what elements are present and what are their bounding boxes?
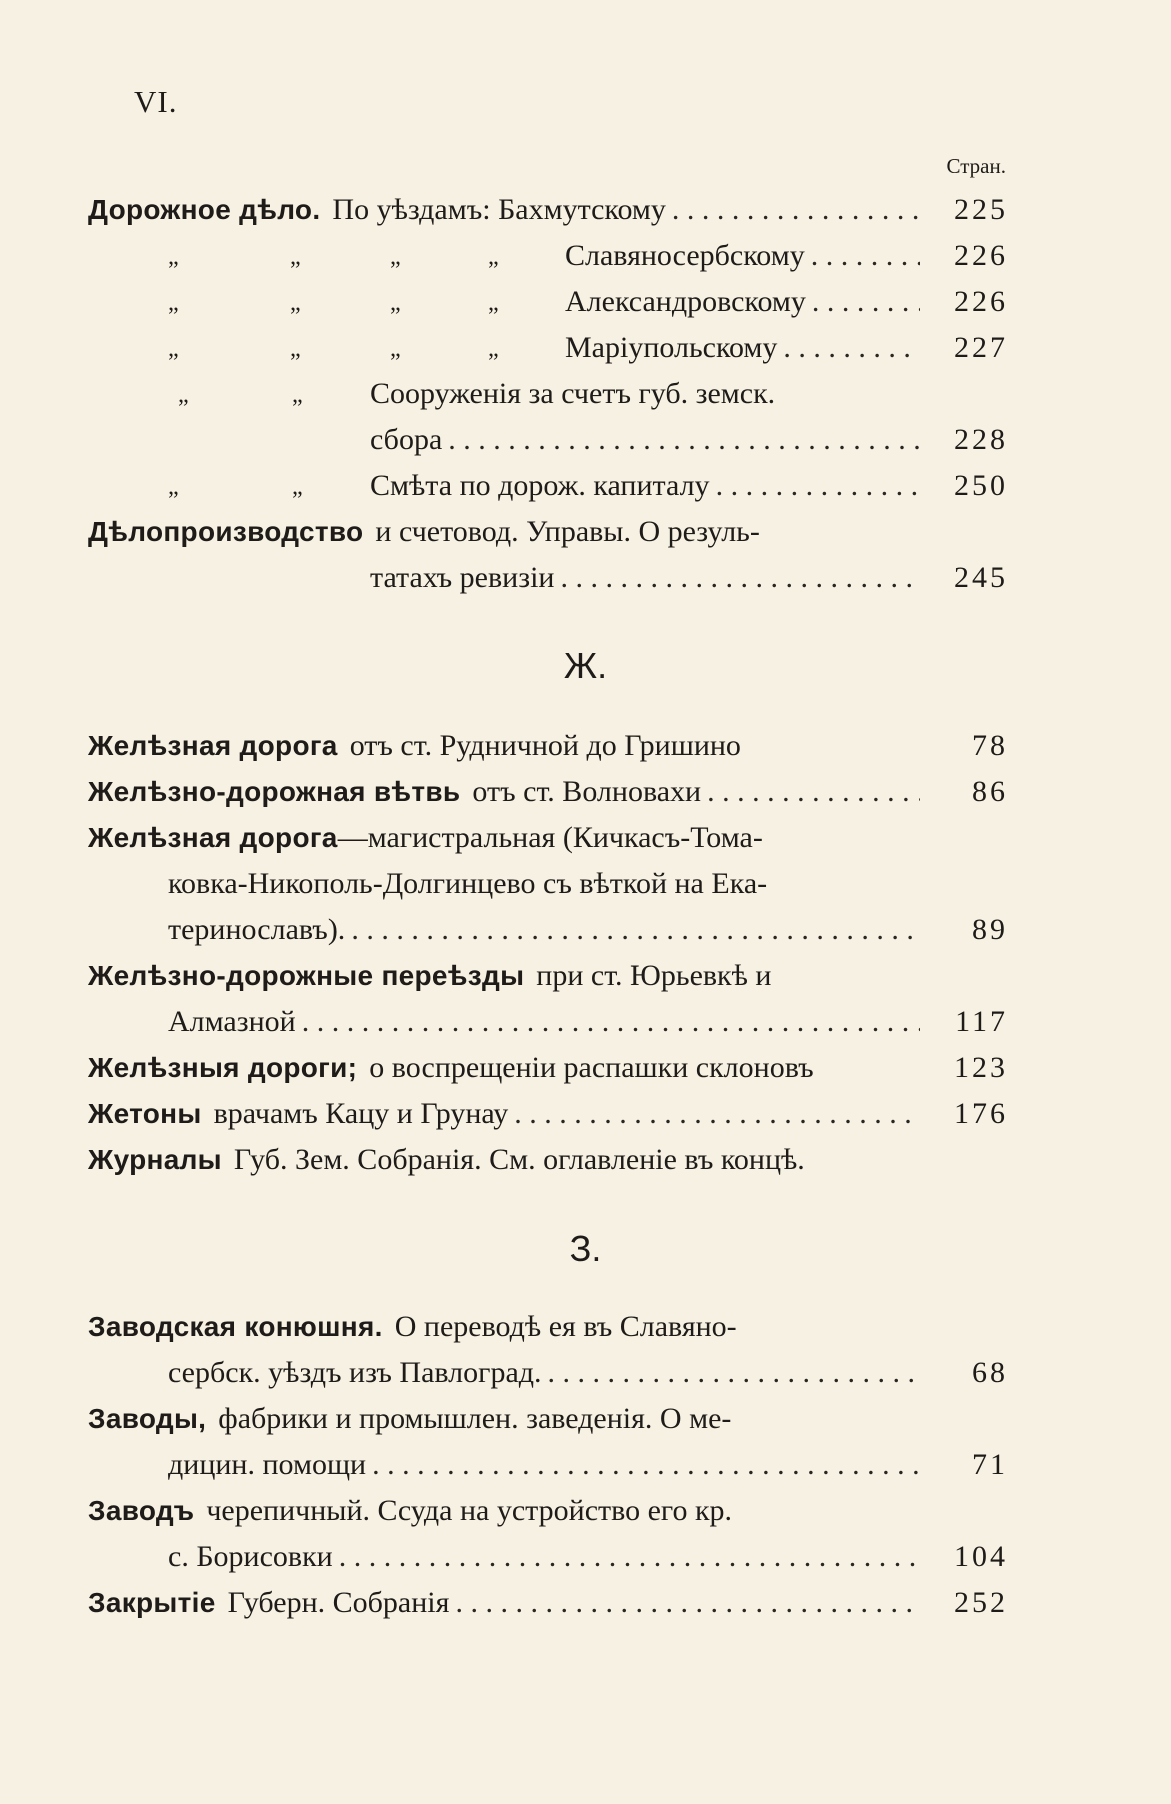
entry-text: фабрики и промышлен. заведенія. О ме- — [218, 1402, 732, 1435]
entry-headword: Заводы, — [88, 1403, 207, 1434]
index-subentry — [370, 372, 775, 416]
index-entry-continuation — [168, 908, 1008, 952]
entry-page: 176 — [954, 1097, 1008, 1130]
index-subentry — [370, 464, 1008, 508]
entry-text: Маріупольскому — [565, 331, 778, 364]
index-subentry — [565, 280, 1008, 324]
dot-leader — [707, 770, 920, 814]
entry-text: отъ ст. Волновахи — [472, 775, 702, 808]
entry-text: дицин. помощи — [168, 1448, 367, 1481]
entry-page: 68 — [972, 1356, 1008, 1389]
entry-text: Смѣта по дорож. капиталу — [370, 469, 710, 502]
dot-leader — [372, 1443, 920, 1487]
entry-page: 226 — [954, 239, 1008, 272]
entry-text: сбора — [370, 423, 443, 456]
dot-leader — [302, 1000, 920, 1044]
entry-page: 250 — [954, 469, 1008, 502]
entry-headword: Заводская конюшня. — [88, 1311, 383, 1342]
entry-headword: Желѣзная дорога — [88, 730, 338, 761]
dot-leader — [548, 1351, 920, 1395]
index-entry — [88, 188, 1008, 232]
entry-headword: Желѣзно-дорожная вѣтвь — [88, 776, 461, 807]
dot-leader — [448, 418, 920, 462]
entry-text: и счетовод. Управы. О резуль- — [375, 515, 760, 548]
ditto-mark: „ — [488, 244, 499, 270]
index-entry — [88, 1489, 732, 1533]
entry-text: татахъ ревизіи — [370, 561, 555, 594]
section-letter-heading: Ж. — [563, 645, 608, 686]
entry-headword: Желѣзно-дорожные переѣзды — [88, 960, 525, 991]
index-entry-continuation — [168, 1351, 1008, 1395]
index-entry-continuation — [168, 862, 767, 906]
dot-leader — [812, 280, 920, 324]
index-entry — [88, 1092, 1008, 1136]
dot-leader — [560, 556, 920, 600]
entry-headword: Желѣзная дорога — [88, 822, 338, 853]
index-entry — [88, 1305, 737, 1349]
page-number: VI. — [134, 84, 178, 119]
ditto-mark: „ — [178, 382, 189, 408]
entry-page: 78 — [972, 729, 1008, 762]
entry-text: теринославъ). — [168, 913, 346, 946]
dot-leader — [514, 1092, 920, 1136]
ditto-mark: „ — [290, 336, 301, 362]
index-entry — [88, 510, 760, 554]
entry-headword: Закрытіе — [88, 1587, 216, 1618]
entry-page: 226 — [954, 285, 1008, 318]
entry-text: врачамъ Кацу и Грунау — [213, 1097, 509, 1130]
entry-headword: Заводъ — [88, 1495, 195, 1526]
index-entry — [88, 1046, 1008, 1090]
entry-text: о воспрещеніи распашки склоновъ — [369, 1051, 814, 1084]
entry-text: Алмазной — [168, 1005, 296, 1038]
page-column-header: Стран. — [946, 154, 1006, 178]
entry-text: Губ. Зем. Собранія. См. оглавленіе въ концѣ. — [233, 1143, 805, 1176]
index-entry-continuation — [168, 1000, 1008, 1044]
entry-headword: Дорожное дѣло. — [88, 194, 321, 225]
entry-page: 117 — [955, 1005, 1008, 1038]
entry-page: 225 — [954, 193, 1008, 226]
index-entry — [88, 954, 771, 998]
dot-leader — [811, 234, 920, 278]
entry-page: 71 — [972, 1448, 1008, 1481]
entry-text: —магистральная (Кичкасъ-Тома- — [337, 821, 763, 854]
entry-text: отъ ст. Рудничной до Гришино — [349, 729, 741, 762]
entry-text: О переводѣ ея въ Славяно- — [394, 1310, 737, 1343]
ditto-mark: „ — [390, 336, 401, 362]
entry-text: сербск. уѣздъ изъ Павлоград. — [168, 1356, 542, 1389]
dot-leader — [339, 1535, 920, 1579]
ditto-mark: „ — [488, 336, 499, 362]
entry-headword: Жетоны — [88, 1098, 202, 1129]
entry-page: 227 — [954, 331, 1008, 364]
entry-page: 104 — [954, 1540, 1008, 1573]
entry-text: По уѣздамъ: Бахмутскому — [332, 193, 666, 226]
dot-leader — [716, 464, 920, 508]
entry-text: с. Борисовки — [168, 1540, 333, 1573]
ditto-mark: „ — [290, 290, 301, 316]
ditto-mark: „ — [390, 244, 401, 270]
index-subentry — [565, 234, 1008, 278]
entry-headword: Дѣлопроизводство — [88, 516, 364, 547]
ditto-mark: „ — [292, 474, 303, 500]
entry-page: 228 — [954, 423, 1008, 456]
ditto-mark: „ — [168, 244, 179, 270]
entry-page: 252 — [954, 1586, 1008, 1619]
index-subentry — [565, 326, 1008, 370]
dot-leader — [672, 188, 920, 232]
ditto-mark: „ — [290, 244, 301, 270]
dot-leader — [455, 1581, 920, 1625]
entry-headword: Желѣзныя дороги; — [88, 1052, 358, 1083]
section-letter-heading: З. — [569, 1228, 602, 1269]
index-entry — [88, 1138, 805, 1182]
entry-text: черепичный. Ссуда на устройство его кр. — [206, 1494, 733, 1527]
entry-headword: Журналы — [88, 1144, 222, 1175]
ditto-mark: „ — [292, 382, 303, 408]
entry-page: 86 — [972, 775, 1008, 808]
dot-leader — [783, 326, 920, 370]
index-entry — [88, 1581, 1008, 1625]
index-entry-continuation — [168, 1535, 1008, 1579]
entry-text: при ст. Юрьевкѣ и — [536, 959, 772, 992]
entry-text: ковка-Никополь-Долгинцево съ вѣткой на Ека- — [168, 867, 768, 900]
index-entry — [88, 724, 1008, 768]
index-entry — [88, 816, 763, 860]
entry-text: Александровскому — [565, 285, 806, 318]
index-entry-continuation — [168, 1443, 1008, 1487]
index-entry — [88, 770, 1008, 814]
index-subentry — [370, 418, 1008, 462]
entry-page: 245 — [954, 561, 1008, 594]
entry-text: Славяносербскому — [565, 239, 805, 272]
entry-text: Губерн. Собранія — [227, 1586, 450, 1619]
dot-leader — [351, 908, 920, 952]
index-entry — [88, 1397, 731, 1441]
entry-text: Сооруженія за счетъ губ. земск. — [370, 377, 776, 410]
index-entry-continuation — [370, 556, 1008, 600]
entry-page: 123 — [954, 1051, 1008, 1084]
ditto-mark: „ — [168, 336, 179, 362]
ditto-mark: „ — [390, 290, 401, 316]
ditto-mark: „ — [168, 290, 179, 316]
ditto-mark: „ — [488, 290, 499, 316]
entry-page: 89 — [972, 913, 1008, 946]
ditto-mark: „ — [168, 474, 179, 500]
